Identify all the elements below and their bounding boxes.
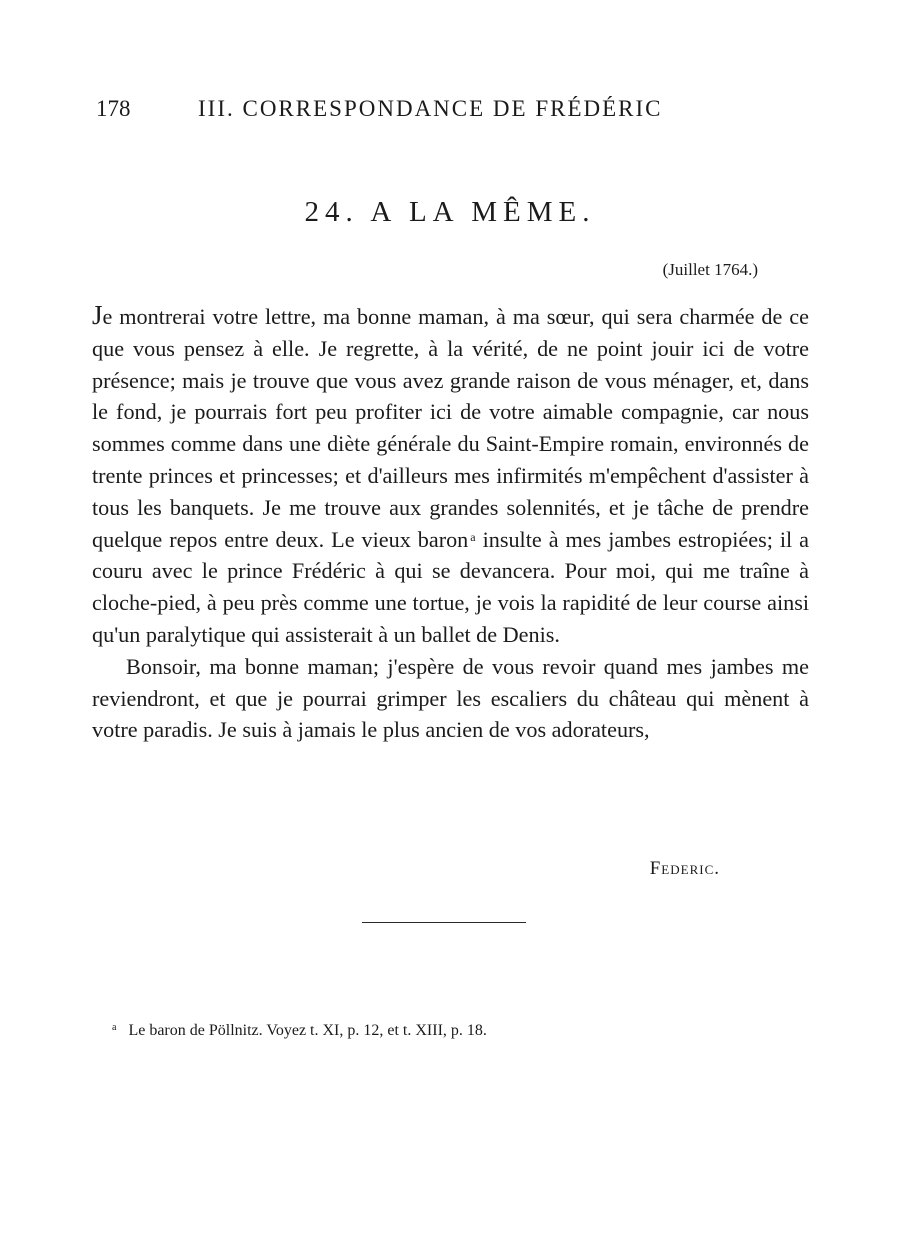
footnote (112, 1022, 487, 1040)
running-title: III. CORRESPONDANCE DE FRÉDÉRIC (198, 96, 663, 121)
letter-paragraph-1 (92, 300, 809, 651)
footnote-text: Le baron de Pöllnitz. Voyez t. XI, p. 12, et t. XIII, p. 18. (128, 1022, 487, 1039)
signature-text: Federic. (649, 858, 720, 879)
letter-date: (Juillet 1764.) (662, 260, 758, 279)
letter-paragraph-2: Bonsoir, ma bonne maman; j'espère de vous revoir quand mes jambes me reviendront, et que je pourrai grimper les escaliers du château qui mènent à votre paradis. Je suis à jamais le plus ancien de vos adorateurs, (92, 653, 809, 743)
letter-body (92, 300, 809, 746)
footnote-mark: a (112, 1022, 117, 1033)
running-head (96, 96, 716, 130)
paragraph-1-text-b: insulte à mes jambes estropiées; il a couru avec le prince Frédéric à qui se devancera. Pour moi, qui me traîne à cloche-pied, à peu près comme une tortue, je vois la rapidité de leur course ainsi qu'un paralytique qui assisterait à un ballet de Denis. (92, 526, 809, 647)
footnote-reference: a (470, 529, 476, 544)
letter-title: 24. A LA MÊME. (304, 196, 596, 228)
page-number: 178 (96, 96, 131, 121)
paragraph-1-text-a: e montrerai votre lettre, ma bonne maman, à ma sœur, qui sera charmée de ce que vous pensez à elle. Je regrette, à la vérité, de ne point jouir ici de votre présence; mais je trouve que vous avez grande raison de vous ménager, et, dans le fond, je pourrais fort peu profiter ici de votre aimable compagnie, car nous sommes comme dans une diète générale du Saint-Empire romain, environnés de trente princes et princesses; et d'ailleurs mes infirmités m'empêchent d'assister à tous les banquets. Je me trouve aux grandes solennités, et je tâche de prendre quelque repos entre deux. Le vieux baron (92, 304, 809, 552)
signature (650, 858, 720, 880)
initial-letter: J (92, 300, 103, 330)
section-divider (362, 922, 526, 923)
